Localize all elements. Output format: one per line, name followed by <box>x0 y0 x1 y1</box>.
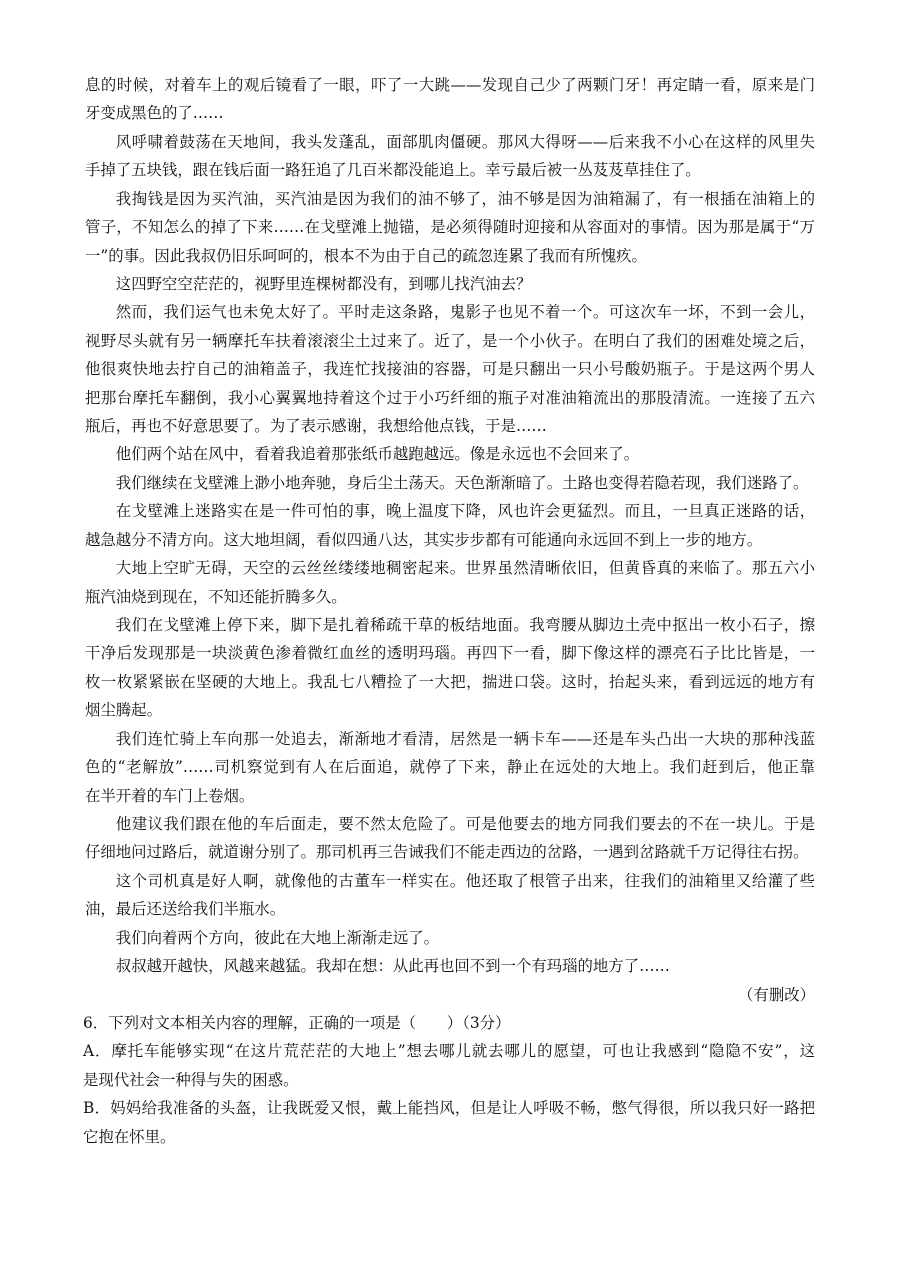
passage-paragraph <box>85 469 815 497</box>
passage-line: 干净后发现那是一块淡黄色渗着微红血丝的透明玛瑙。再四下一看，脚下像这样的漂亮石子比比皆是，一 <box>85 644 815 663</box>
passage-line: 牙变成黑色的了…… <box>85 104 224 123</box>
passage-line: 他建议我们跟在他的车后面走，要不然太危险了。可是他要去的地方同我们要去的不在一块儿。于是 <box>115 814 815 833</box>
option-b <box>85 1094 815 1151</box>
passage-line: 这四野空空茫茫的，视野里连棵树都没有，到哪儿找汽油去？ <box>115 274 532 293</box>
passage-paragraph <box>85 725 815 810</box>
passage-paragraph <box>85 270 815 298</box>
passage-paragraph <box>85 810 815 867</box>
passage-line: 烟尘腾起。 <box>85 701 162 720</box>
reading-passage <box>85 71 815 981</box>
passage-paragraph <box>85 867 815 924</box>
passage-line: 一”的事。因此我叔仍旧乐呵呵的，根本不为由于自己的疏忽连累了我而有所愧疚。 <box>85 246 647 265</box>
passage-line: 手掉了五块钱，跟在钱后面一路狂追了几百米都没能追上。幸亏最后被一丛芨芨草挂住了。 <box>85 161 701 180</box>
passage-paragraph <box>85 128 815 185</box>
source-note: （有删改） <box>738 985 815 1004</box>
passage-line: 越急越分不清方向。这大地坦阔，看似四通八达，其实步步都有可能通向永远回不到上一步的地方。 <box>85 530 763 549</box>
passage-line: 他很爽快地去拧自己的油箱盖子，我连忙找接油的容器，可是只翻出一只小号酸奶瓶子。于是这两个男人 <box>85 360 815 379</box>
passage-line: 仔细地问过路后，就道谢分别了。那司机再三告诫我们不能走西边的岔路，一遇到岔路就千万记得往右拐。 <box>85 843 809 862</box>
passage-line: 大地上空旷无碍，天空的云丝丝缕缕地稠密起来。世界虽然清晰依旧，但黄昏真的来临了。那五六小 <box>115 559 815 578</box>
passage-line: 在戈壁滩上迷路实在是一件可怕的事，晚上温度下降，风也许会更猛烈。而且，一旦真正迷路的话， <box>115 502 815 521</box>
option-line: 是现代社会一种得与失的困惑。 <box>83 1070 299 1089</box>
passage-line: 叔叔越开越快，风越来越猛。我却在想：从此再也回不到一个有玛瑙的地方了…… <box>115 957 670 976</box>
option-line: A．摩托车能够实现“在这片荒茫茫的大地上”想去哪儿就去哪儿的愿望，可也让我感到“隐隐不安”，这 <box>83 1042 815 1061</box>
passage-paragraph <box>85 298 815 440</box>
question-stem: 6．下列对文本相关内容的理解，正确的一项是（ ）（3分） <box>83 1013 511 1032</box>
passage-paragraph <box>85 440 815 468</box>
passage-line: 我们继续在戈壁滩上渺小地奔驰，身后尘土荡天。天色渐渐暗了。土路也变得若隐若现，我们迷路了。 <box>115 473 809 492</box>
question-options <box>85 1037 815 1151</box>
passage-line: 在半开着的车门上卷烟。 <box>85 786 255 805</box>
passage-paragraph <box>85 952 815 980</box>
passage-line: 枚一枚紧紧嵌在坚硬的大地上。我乱七八糟捡了一大把，揣进口袋。这时，抬起头来，看到远远的地方有 <box>85 672 815 691</box>
passage-paragraph <box>85 611 815 725</box>
passage-line: 然而，我们运气也未免太好了。平时走这条路，鬼影子也见不着一个。可这次车一坏，不到一会儿， <box>115 303 815 322</box>
passage-paragraph <box>85 71 815 128</box>
page-content <box>85 71 815 1151</box>
passage-line: 色的“老解放”……司机察觉到有人在后面追，就停了下来，静止在远处的大地上。我们赶到后，他正靠 <box>85 758 815 777</box>
passage-line: 我们连忙骑上车向那一处追去，渐渐地才看清，居然是一辆卡车——还是车头凸出一大块的那种浅蓝 <box>115 729 815 748</box>
passage-line: 瓶汽油烧到现在，不知还能折腾多久。 <box>85 587 347 606</box>
question-6 <box>85 1009 815 1151</box>
passage-line: 视野尽头就有另一辆摩托车扶着滚滚尘土过来了。近了，是一个小伙子。在明白了我们的困难处境之后， <box>85 331 815 350</box>
passage-line: 这个司机真是好人啊，就像他的古董车一样实在。他还取了根管子出来，往我们的油箱里又给灌了些 <box>115 871 815 890</box>
option-line: B．妈妈给我准备的头盔，让我既爱又恨，戴上能挡风，但是让人呼吸不畅，憋气得很，所以我只好一路把 <box>83 1099 815 1118</box>
passage-line: 管子，不知怎么的掉了下来……在戈壁滩上抛锚，是必须得随时迎接和从容面对的事情。因为那是属于“万 <box>85 218 815 237</box>
passage-line: 油，最后还送给我们半瓶水。 <box>85 900 286 919</box>
passage-line: 风呼啸着鼓荡在天地间，我头发蓬乱，面部肌肉僵硬。那风大得呀——后来我不小心在这样的风里失 <box>115 132 815 151</box>
option-line: 它抱在怀里。 <box>83 1127 176 1146</box>
passage-line: 瓶后，再也不好意思要了。为了表示感谢，我想给他点钱，于是…… <box>85 417 547 436</box>
passage-line: 他们两个站在风中，看着我追着那张纸币越跑越远。像是永远也不会回来了。 <box>115 445 640 464</box>
passage-paragraph <box>85 185 815 270</box>
passage-line: 我们在戈壁滩上停下来，脚下是扎着稀疏干草的板结地面。我弯腰从脚边土壳中抠出一枚小石子，擦 <box>115 616 815 635</box>
passage-paragraph <box>85 554 815 611</box>
passage-line: 息的时候，对着车上的观后镜看了一眼，吓了一大跳——发现自己少了两颗门牙！再定睛一看，原来是门 <box>85 76 815 94</box>
passage-line: 我们向着两个方向，彼此在大地上渐渐走远了。 <box>115 928 440 947</box>
passage-line: 我掏钱是因为买汽油，买汽油是因为我们的油不够了，油不够是因为油箱漏了，有一根插在油箱上的 <box>115 189 815 208</box>
passage-paragraph <box>85 924 815 952</box>
option-a <box>85 1037 815 1094</box>
passage-paragraph <box>85 497 815 554</box>
passage-line: 把那台摩托车翻倒，我小心翼翼地持着这个过于小巧纤细的瓶子对准油箱流出的那股清流。一连接了五六 <box>85 388 815 407</box>
